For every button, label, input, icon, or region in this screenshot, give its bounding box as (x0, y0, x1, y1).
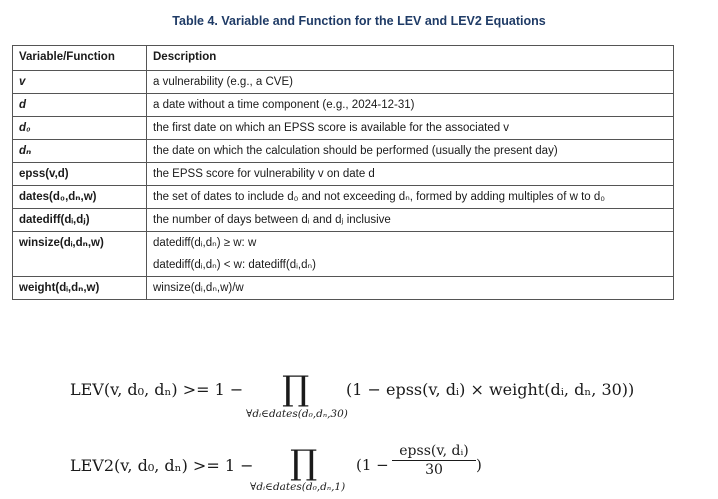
description-cell (147, 71, 674, 94)
description-line: winsize(dᵢ,dₙ,w)/w (153, 282, 244, 294)
column-header-variable: Variable/Function (13, 46, 147, 71)
table-row (13, 117, 674, 140)
description-cell (147, 140, 674, 163)
lev2-fraction (392, 443, 476, 478)
lev2-numerator: epss(v, dᵢ) (399, 443, 469, 459)
table-row (13, 209, 674, 232)
table-header-row (13, 46, 674, 71)
variable-cell: weight(dᵢ,dₙ,w) (13, 277, 147, 300)
variables-table (12, 45, 674, 300)
description-cell (147, 163, 674, 186)
description-line: datediff(dᵢ,dₙ) < w: datediff(dᵢ,dₙ) (153, 259, 316, 271)
variable-cell: d (13, 94, 147, 117)
lev-product-subscript: ∀dᵢ∈dates(d₀,dₙ,30) (246, 408, 348, 420)
description-line: the first date on which an EPSS score is available for the associated v (153, 122, 510, 134)
variable-cell: epss(v,d) (13, 163, 147, 186)
description-line: datediff(dᵢ,dₙ) ≥ w: w (153, 237, 257, 249)
lev2-close-paren: ) (476, 456, 482, 474)
fraction-bar (392, 460, 476, 461)
description-cell (147, 277, 674, 300)
lev-equation-lhs: LEV(v, d₀, dₙ) >= 1 − (70, 380, 244, 399)
description-line: the set of dates to include d₀ and not exceeding dₙ, formed by adding multiples of w to d₀ (153, 191, 606, 203)
description-line: the EPSS score for vulnerability v on date d (153, 168, 375, 180)
table-title: Table 4. Variable and Function for the LEV and LEV2 Equations (172, 14, 546, 28)
table-row (13, 140, 674, 163)
column-header-description: Description (147, 46, 674, 71)
variable-cell: datediff(dᵢ,dⱼ) (13, 209, 147, 232)
table-row (13, 94, 674, 117)
lev2-product-subscript: ∀dᵢ∈dates(d₀,dₙ,1) (250, 481, 346, 493)
description-line: a date without a time component (e.g., 2024-12-31) (153, 99, 415, 111)
table-row (13, 71, 674, 94)
description-cell (147, 117, 674, 140)
variable-cell: winsize(dᵢ,dₙ,w) (13, 232, 147, 277)
description-cell (147, 186, 674, 209)
lev-product-symbol: ∏ (282, 369, 310, 409)
table-row (13, 232, 674, 277)
variable-cell: dates(d₀,dₙ,w) (13, 186, 147, 209)
variable-cell: dₙ (13, 140, 147, 163)
lev2-open-paren: (1 − (356, 456, 389, 474)
lev-equation-term: (1 − epss(v, dᵢ) × weight(dᵢ, dₙ, 30)) (346, 380, 635, 399)
description-cell (147, 232, 674, 277)
lev2-equation-lhs: LEV2(v, d₀, dₙ) >= 1 − (70, 456, 254, 475)
lev2-product-symbol: ∏ (290, 443, 318, 483)
description-cell (147, 94, 674, 117)
description-line: the date on which the calculation should be performed (usually the present day) (153, 145, 558, 157)
lev2-denominator: 30 (425, 462, 443, 478)
description-line: a vulnerability (e.g., a CVE) (153, 76, 293, 88)
variable-cell: v (13, 71, 147, 94)
description-line: the number of days between dᵢ and dⱼ inclusive (153, 214, 391, 226)
table-row (13, 277, 674, 300)
variable-cell: d₀ (13, 117, 147, 140)
table-row (13, 163, 674, 186)
table-row (13, 186, 674, 209)
description-cell (147, 209, 674, 232)
